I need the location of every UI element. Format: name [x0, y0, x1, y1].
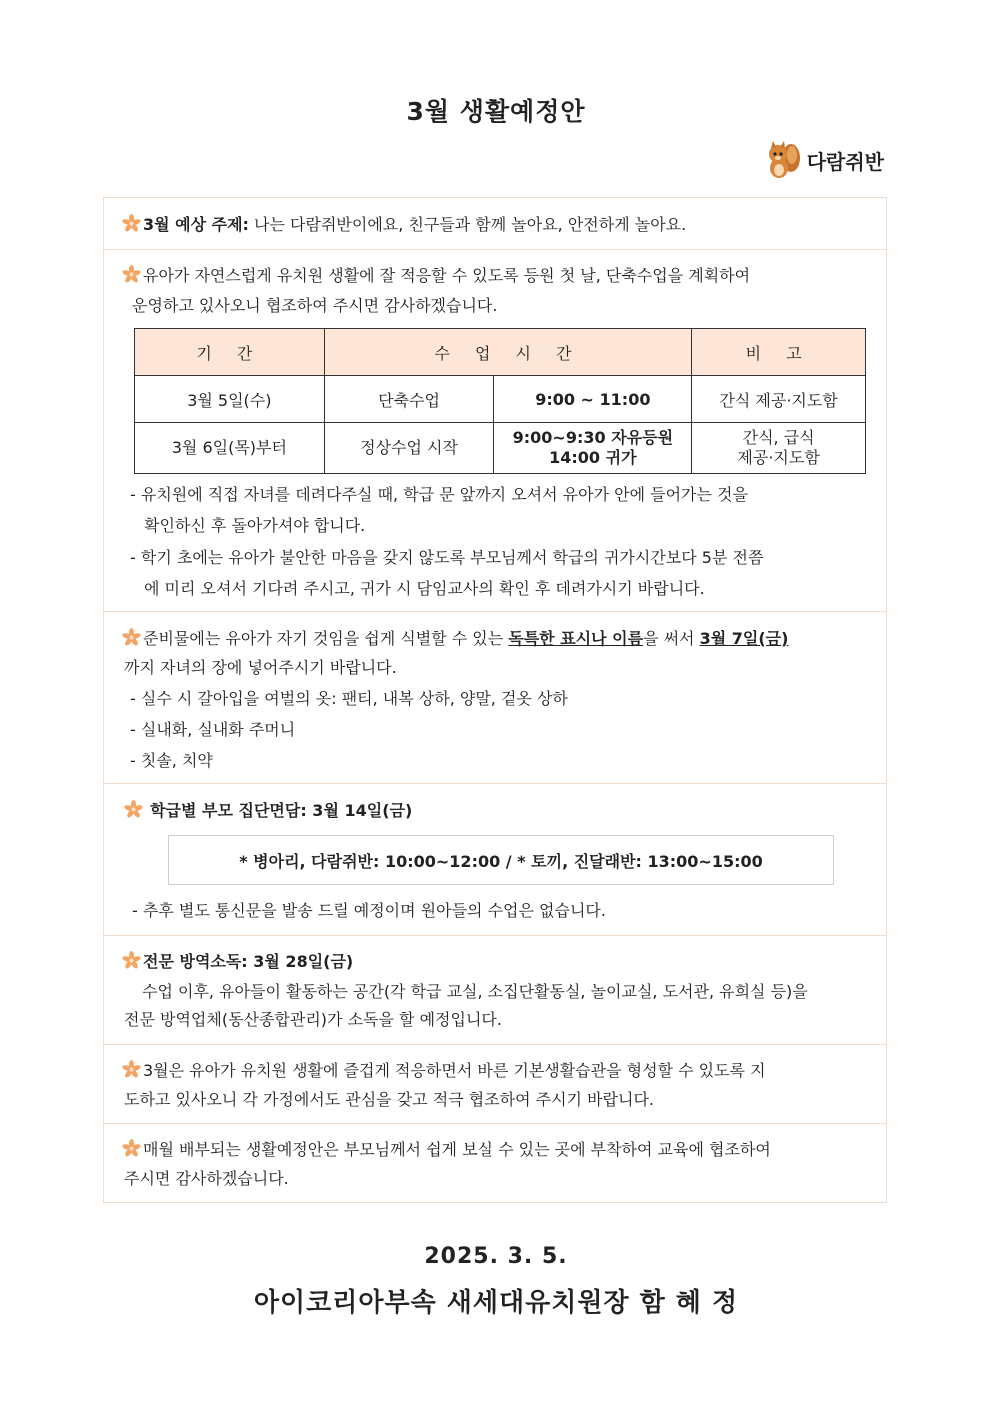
disinfection-line1: 수업 이후, 유아들이 활동하는 공간(각 학급 교실, 소집단활동실, 놀이교실, 도서관, 유희실 등)을 — [142, 982, 808, 1001]
meeting-section — [104, 784, 886, 936]
habits-line1: 3월은 유아가 유치원 생활에 즐겁게 적응하면서 바른 기본생활습관을 형성할 수 있도록 지 — [143, 1061, 766, 1080]
habits-line2: 도하고 있사오니 각 가정에서도 관심을 갖고 적극 협조하여 주시기 바랍니다. — [124, 1090, 654, 1109]
class-label — [765, 140, 884, 180]
monthly-section — [104, 1124, 886, 1202]
disinfection-title: 전문 방역소독: 3월 28일(금) — [143, 952, 354, 971]
document-date: 2025. 3. 5. — [424, 1244, 568, 1269]
class-name: 다람쥐반 — [806, 149, 884, 174]
squirrel-icon — [765, 140, 801, 180]
star-icon — [122, 214, 141, 233]
cell-note: 간식, 급식 제공·지도함 — [692, 423, 866, 474]
monthly-line1: 매월 배부되는 생활예정안은 부모님께서 쉽게 보실 수 있는 곳에 부착하여 교육에 협조하여 — [143, 1140, 771, 1159]
cell-type: 단축수업 — [324, 376, 494, 423]
cell-period: 3월 6일(목)부터 — [135, 423, 325, 474]
star-icon — [122, 1060, 141, 1079]
cell-period: 3월 5일(수) — [135, 376, 325, 423]
star-icon — [124, 800, 143, 819]
name-mark-highlight: 독특한 표시나 이름 — [508, 629, 644, 648]
list-item: - 칫솔, 치약 — [130, 751, 213, 770]
schedule-intro-line2: 운영하고 있사오니 협조하여 주시면 감사하겠습니다. — [132, 296, 498, 315]
table-header-row — [135, 329, 866, 376]
content-frame — [103, 197, 887, 1203]
schedule-note: - 유치원에 직접 자녀를 데려다주실 때, 학급 문 앞까지 오셔서 유아가 안에 들어가는 것을 — [130, 485, 748, 504]
header-note: 비 고 — [692, 329, 866, 376]
schedule-table — [134, 328, 866, 474]
header-class-time: 수 업 시 간 — [324, 329, 692, 376]
supplies-line2: 까지 자녀의 장에 넣어주시기 바랍니다. — [124, 658, 397, 677]
schedule-note: - 학기 초에는 유아가 불안한 마음을 갖지 않도록 부모님께서 학급의 귀가시간보다 5분 전쯤 — [130, 548, 764, 567]
cell-type: 정상수업 시작 — [324, 423, 494, 474]
header-period: 기 간 — [135, 329, 325, 376]
meeting-note: - 추후 별도 통신문을 발송 드릴 예정이며 원아들의 수업은 없습니다. — [132, 901, 606, 920]
supplies-section: 준비물에는 유아가 자기 것임을 쉽게 식별할 수 있는 독특한 표시나 이름을 써서 3월 7일(금) 까지 자녀의 장에 넣어주시기 바랍니다. - 실수 시 갈아입을 여벌의 옷: 팬티, 내복 상하, 양말, 겉옷 상하 - 실내화, 실내화 주머니 - 칫솔, 치약 — [104, 612, 886, 784]
due-date-highlight: 3월 7일(금) — [699, 629, 789, 648]
cell-time: 9:00~9:30 자유등원 14:00 귀가 — [494, 423, 692, 474]
disinfection-section — [104, 936, 886, 1045]
star-icon — [122, 951, 141, 970]
cell-note: 간식 제공·지도함 — [692, 376, 866, 423]
schedule-note: 에 미리 오셔서 기다려 주시고, 귀가 시 담임교사의 확인 후 데려가시기 바랍니다. — [144, 579, 705, 598]
habits-section — [104, 1045, 886, 1124]
list-item: - 실내화, 실내화 주머니 — [130, 720, 296, 739]
table-row — [135, 423, 866, 474]
meeting-time-box: * 병아리, 다람쥐반: 10:00~12:00 / * 토끼, 진달래반: 13:00~15:00 — [168, 835, 834, 885]
schedule-note: 확인하신 후 돌아가셔야 합니다. — [144, 516, 366, 535]
star-icon — [122, 265, 141, 284]
theme-label: 3월 예상 주제: — [143, 215, 249, 234]
star-icon — [122, 1139, 141, 1158]
disinfection-line2: 전문 방역업체(동산종합관리)가 소독을 할 예정입니다. — [124, 1010, 502, 1029]
star-icon — [122, 628, 141, 647]
theme-section — [104, 198, 886, 250]
list-item: - 실수 시 갈아입을 여벌의 옷: 팬티, 내복 상하, 양말, 겉옷 상하 — [130, 689, 568, 708]
monthly-line2: 주시면 감사하겠습니다. — [124, 1169, 289, 1188]
principal-signature: 아이코리아부속 새세대유치원장 함 혜 정 — [253, 1288, 739, 1318]
cell-time: 9:00 ~ 11:00 — [494, 376, 692, 423]
meeting-title: 학급별 부모 집단면담: 3월 14일(금) — [150, 801, 413, 820]
theme-text: 나는 다람쥐반이에요, 친구들과 함께 놀아요, 안전하게 놀아요. — [248, 215, 687, 234]
table-row — [135, 376, 866, 423]
page-title: 3월 생활예정안 — [406, 97, 586, 126]
schedule-intro-line1: 유아가 자연스럽게 유치원 생활에 잘 적응할 수 있도록 등원 첫 날, 단축수업을 계획하여 — [143, 266, 751, 285]
schedule-section — [104, 250, 886, 612]
